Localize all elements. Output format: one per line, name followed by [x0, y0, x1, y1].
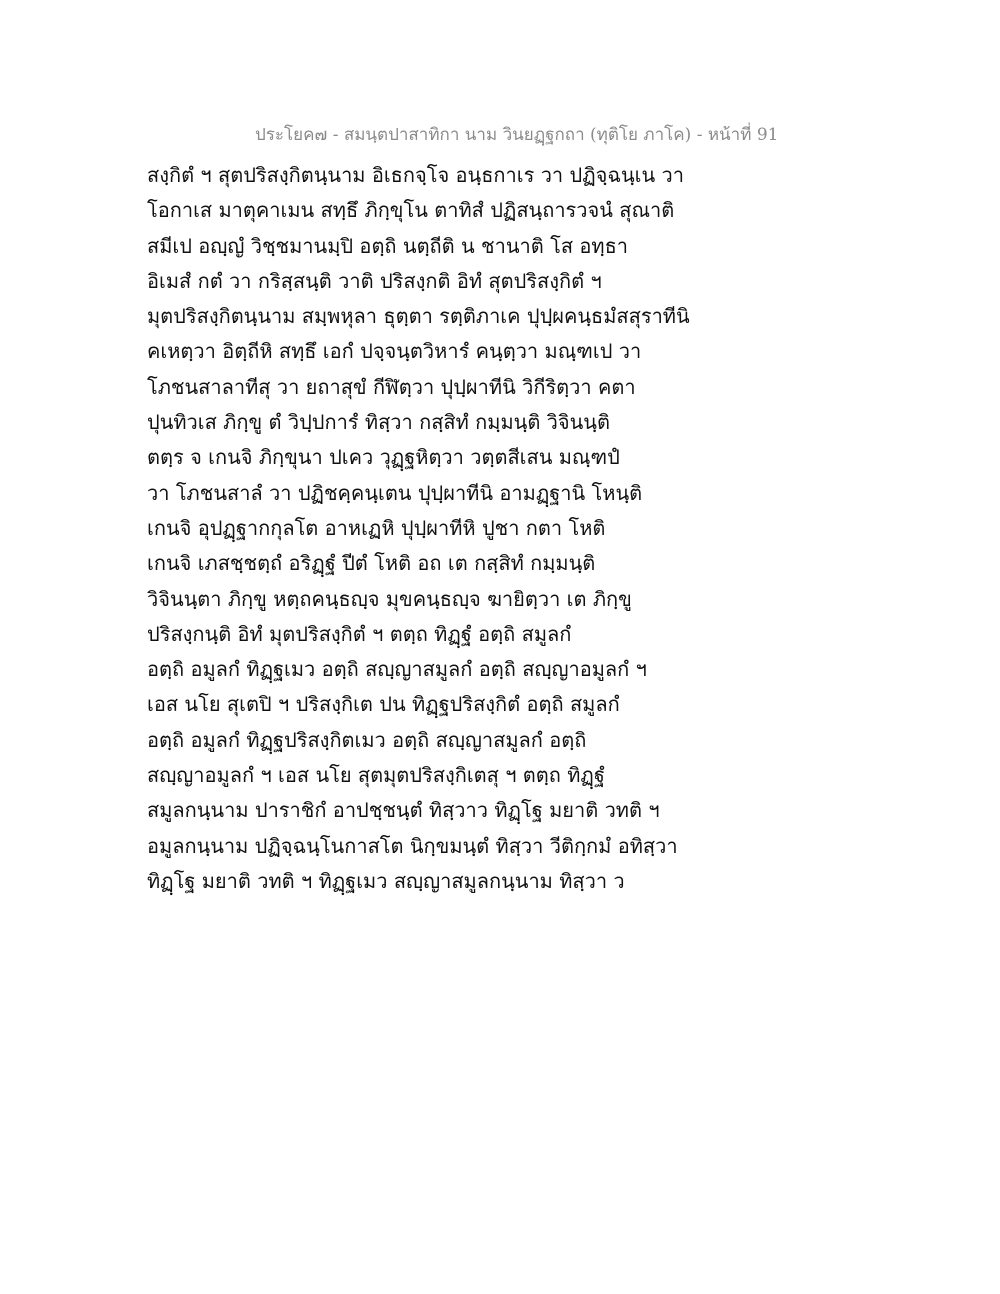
- text-line: วา โภชนสาลํ วา ปฏิชคฺคนฺเตน ปุปฺผาทีนิ อามฏฺฐานิ โหนฺติ: [147, 480, 643, 505]
- text-line: อตฺถิ อมูลกํ ทิฏฺฐปริสงฺกิตเมว อตฺถิ สญฺญาสมูลกํ อตฺถิ: [147, 727, 587, 752]
- text-line: คเหตฺวา อิตฺถีหิ สทฺธึ เอกํ ปจฺจนฺตวิหารํ คนฺตฺวา มณฺฑเป วา: [147, 339, 642, 364]
- text-line: มุตปริสงฺกิตนฺนาม สมฺพหุลา ธุตฺตา รตฺติภาเค ปุปฺผคนฺธมํสสุราทีนิ: [147, 304, 690, 329]
- page-header: ประโยค๗ - สมนฺตปาสาทิกา นาม วินยฏฺฐกถา (ทุติโย ภาโค) - หน้าที่ 91: [255, 125, 779, 145]
- text-line: ทิฏฺโฐ มยาติ วทติ ฯ ทิฏฺฐเมว สญฺญาสมูลกนฺนาม ทิสฺวา ว: [147, 868, 625, 893]
- text-line: ตตฺร จ เกนจิ ภิกฺขุนา ปเคว วุฏฺฐหิตฺวา วตฺตสีเสน มณฺฑปํ: [147, 445, 620, 470]
- text-line: เอส นโย สุเตปิ ฯ ปริสงฺกิเต ปน ทิฏฺฐปริสงฺกิตํ อตฺถิ สมูลกํ: [147, 692, 620, 717]
- text-line: ปุนทิวเส ภิกฺขู ตํ วิปฺปการํ ทิสฺวา กสฺสิทํ กมฺมนฺติ วิจินนฺติ: [147, 410, 610, 435]
- text-line: เกนจิ อุปฏฺฐากกุลโต อาหเฏหิ ปุปฺผาทีหิ ปูชา กตา โหติ: [147, 515, 606, 540]
- text-line: อิเมสํ กตํ วา กริสฺสนฺติ วาติ ปริสงฺกติ อิทํ สุตปริสงฺกิตํ ฯ: [147, 268, 602, 293]
- text-line: อมูลกนฺนาม ปฏิจฺฉนฺโนกาสโต นิกฺขมนฺตํ ทิสฺวา วีติกฺกมํ อทิสฺวา: [147, 833, 678, 858]
- text-line: โอกาเส มาตุคาเมน สทฺธึ ภิกฺขุโน ตาทิสํ ปฏิสนฺถารวจนํ สุณาติ: [147, 198, 675, 223]
- text-line: สมีเป อญฺญํ วิชฺชมานมฺปิ อตฺถิ นตฺถีติ น ชานาติ โส อทฺธา: [147, 233, 629, 258]
- text-line: อตฺถิ อมูลกํ ทิฏฺฐเมว อตฺถิ สญฺญาสมูลกํ อตฺถิ สญฺญาอมูลกํ ฯ: [147, 657, 647, 682]
- text-line: สญฺญาอมูลกํ ฯ เอส นโย สุตมุตปริสงฺกิเตสุ ฯ ตตฺถ ทิฏฺฐํ: [147, 763, 605, 788]
- body-text: [147, 158, 867, 899]
- text-line: ปริสงฺกนฺติ อิทํ มุตปริสงฺกิตํ ฯ ตตฺถ ทิฏฺฐํ อตฺถิ สมูลกํ: [147, 621, 572, 646]
- text-line: โภชนสาลาทีสุ วา ยถาสุขํ กีฬิตฺวา ปุปฺผาทีนิ วิกีริตฺวา คตา: [147, 374, 636, 399]
- text-line: วิจินนฺตา ภิกฺขู หตฺถคนฺธญฺจ มุขคนฺธญฺจ ฆายิตฺวา เต ภิกฺขู: [147, 586, 632, 611]
- text-line: สมูลกนฺนาม ปาราชิกํ อาปชฺชนฺตํ ทิสฺวาว ทิฏฺโฐ มยาติ วทติ ฯ: [147, 798, 660, 823]
- text-line: สงฺกิตํ ฯ สุตปริสงฺกิตนฺนาม อิเธกจฺโจ อนฺธกาเร วา ปฏิจฺฉนฺเน วา: [147, 163, 684, 187]
- text-line: เกนจิ เภสชฺชตฺถํ อริฏฺฐํ ปีตํ โหติ อถ เต กสฺสิทํ กมฺมนฺติ: [147, 551, 596, 576]
